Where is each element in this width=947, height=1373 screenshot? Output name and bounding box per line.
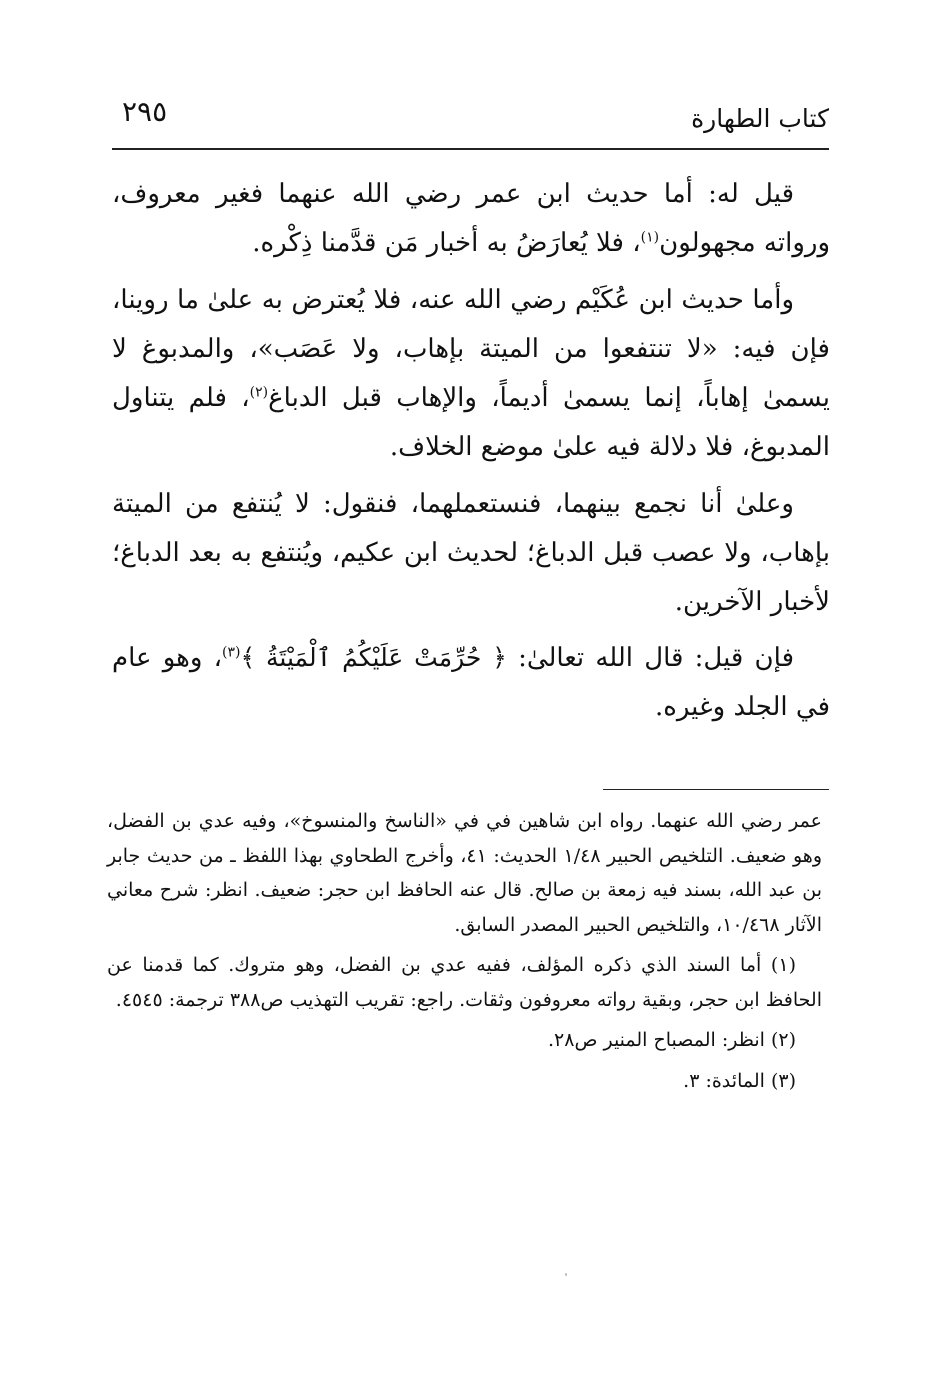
page-number: ٢٩٥ bbox=[122, 95, 168, 128]
footnote-2: (٢) انظر: المصباح المنير ص٢٨. bbox=[547, 1029, 796, 1051]
paragraph-3: وعلىٰ أنا نجمع بينهما، فنستعملهما، فنقول: لا يُنتفع من الميتة بإهاب، ولا عصب قبل الدباغ؛ لحديث ابن عكيم، ويُنتفع به بعد الدباغ؛ لأخبار الآخرين. bbox=[112, 489, 830, 617]
paragraph-4-text-b: ، وهو عام في الجلد وغيره. bbox=[112, 643, 830, 722]
main-text bbox=[112, 170, 830, 740]
footnote-ref-2[interactable]: (٢) bbox=[249, 384, 269, 401]
paragraph-4 bbox=[112, 633, 830, 732]
footnote-separator bbox=[603, 789, 829, 790]
footnote-1: (١) أما السند الذي ذكره المؤلف، ففيه عدي بن الفضل، وهو متروك. كما قدمنا عن الحافظ ابن حجر، وبقية رواته معروفون وثقات. راجع: تقريب التهذيب ص٣٨٨ ترجمة: ٤٥٤٥. bbox=[107, 954, 822, 1011]
paragraph-1-text-b: ، فلا يُعارَضُ به أخبار مَن قدَّمنا ذِكْره. bbox=[252, 228, 641, 258]
scan-speck bbox=[565, 1273, 567, 1276]
paragraph-1 bbox=[112, 170, 830, 268]
footnotes bbox=[107, 804, 822, 1104]
paragraph-2-text-b: ، فلم يتناول المدبوغ، فلا دلالة فيه علىٰ موضع الخلاف. bbox=[112, 383, 830, 462]
paragraph-1-text-a: قيل له: أما حديث ابن عمر رضي الله عنهما فغير معروف، ورواته مجهولون bbox=[112, 179, 830, 258]
quran-verse: ﴿ حُرِّمَتْ عَلَيْكُمُ ٱلْمَيْتَةُ ﴾ bbox=[240, 643, 507, 672]
footnote-continuation: عمر رضي الله عنهما. رواه ابن شاهين في في «الناسخ والمنسوخ»، وفيه عدي بن الفضل، وهو ضعيف. التلخيص الحبير ١/٤٨ الحديث: ٤١، وأخرج الطحاوي بهذا اللفظ ـ من حديث جابر بن عبد الله، بسند فيه زمعة بن صالح. قال عنه الحافظ ابن حجر: ضعيف. انظر: شرح معاني الآثار ١٠/٤٦٨، والتلخيص الحبير المصدر السابق. bbox=[107, 810, 822, 936]
footnote-3: (٣) المائدة: ٣. bbox=[683, 1069, 796, 1092]
footnote-ref-1[interactable]: (١) bbox=[640, 229, 660, 246]
paragraph-4-text-a: فإن قيل: قال الله تعالىٰ: bbox=[506, 643, 794, 673]
footnote-ref-3[interactable]: (٣) bbox=[222, 644, 241, 661]
running-title: كتاب الطهارة bbox=[691, 104, 829, 133]
paragraph-2-text-a: وأما حديث ابن عُكَيْم رضي الله عنه، فلا يُعترض به علىٰ ما روينا، فإن فيه: «لا تنتفعوا من الميتة بإهاب، ولا عَصَب»، والمدبوغ لا يسمىٰ إهاباً، إنما يسمىٰ أديماً، والإهاب قبل الدباغ bbox=[112, 285, 830, 413]
paragraph-2 bbox=[112, 276, 830, 472]
header-rule bbox=[112, 148, 829, 150]
